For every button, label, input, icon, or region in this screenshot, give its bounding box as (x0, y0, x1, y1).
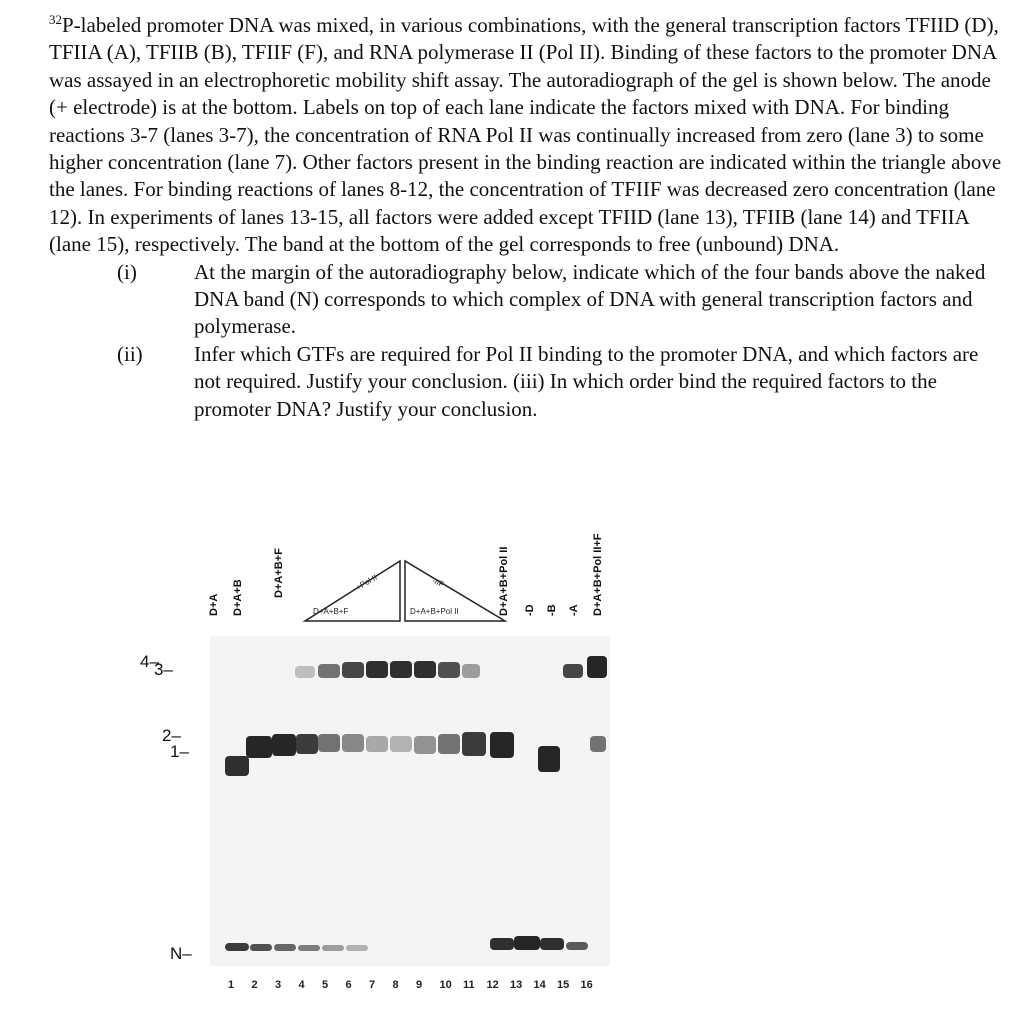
gel-band (366, 736, 388, 752)
lane-number: 16 (580, 979, 593, 991)
gel-band (438, 662, 460, 678)
gel-band (318, 664, 340, 678)
gel-band (390, 736, 412, 752)
gel-band (414, 661, 436, 678)
band-label-1: 1– (170, 742, 189, 761)
gel-band (342, 662, 364, 678)
lane-number: 2 (251, 979, 258, 991)
gel-band-free-dna (540, 938, 564, 950)
gel-band (272, 734, 296, 756)
gel-band-free-dna (274, 944, 296, 951)
gel-figure (140, 488, 620, 1008)
gel-band (587, 656, 607, 678)
question-i (49, 259, 1009, 341)
question-text: Infer which GTFs are required for Pol II binding to the promoter DNA, and which factors are not required. Justify your conclusion. (iii) In which order bind the required factors to the promoter DNA? Justify your conclusion. (194, 341, 979, 421)
superscript-32: 32 (49, 12, 62, 27)
lane-number: 4 (298, 979, 305, 991)
band-label-n: N– (170, 944, 192, 963)
gel-band (246, 736, 272, 758)
lane-number: 6 (345, 979, 352, 991)
gel-band (490, 732, 514, 758)
gel-band (462, 664, 480, 678)
lane-label-minus-d: -D (524, 604, 536, 616)
gel-band-free-dna (250, 944, 272, 951)
gel-band (342, 734, 364, 752)
gel-band (295, 666, 315, 678)
lane-number: 13 (510, 979, 523, 991)
gel-band-free-dna (298, 945, 320, 951)
lane-number: 15 (557, 979, 570, 991)
triangle-pol-ii-label: +Pol II (354, 572, 379, 593)
question-ii (49, 341, 1009, 423)
lane-number: 9 (416, 979, 423, 991)
lane-number: 10 (439, 979, 452, 991)
question-number: (i) (117, 259, 137, 284)
gel-band (366, 661, 388, 678)
lane-label-d-a-b: D+A+B (232, 579, 244, 616)
question-number: (ii) (117, 341, 143, 366)
gel-band (225, 756, 249, 776)
lane-number: 7 (369, 979, 376, 991)
gel-band (462, 732, 486, 756)
lane-label-all-factors: D+A+B+Pol II+F (592, 533, 604, 616)
triangle-iif-label: -IIF (430, 575, 446, 590)
gel-band (538, 746, 560, 772)
lane-number: 5 (322, 979, 329, 991)
gel-band-free-dna (490, 938, 514, 950)
document-body (49, 6, 1009, 423)
gel-band (563, 664, 583, 678)
intro-text: P-labeled promoter DNA was mixed, in various combinations, with the general transcription factors TFIID (D), TFIIA (A), TFIIB (B), TFIIF (F), and RNA polymerase II (Pol II). Binding of these factors to the promoter DNA was assayed in an electrophoretic mobility shift assay. The autoradiograph of the gel is shown below. The anode (+ electrode) is at the bottom. Labels on top of each lane indicate the factors mixed with DNA. For binding reactions 3-7 (lanes 3-7), the concentration of RNA Pol II was continually increased from zero (lane 3) to some higher concentration (lane 7). Other factors present in the binding reaction are indicated within the triangle above the lanes. For binding reactions of lanes 8-12, the concentration of TFIIF was decreased zero concentration (lane 12). In experiments of lanes 13-15, all factors were added except TFIID (lane 13), TFIIB (lane 14) and TFIIA (lane 15), respectively. The band at the bottom of the gel corresponds to free (unbound) DNA. (49, 13, 1002, 257)
lane-number: 11 (463, 979, 475, 991)
lane-number: 14 (533, 979, 546, 991)
gel-band (296, 734, 318, 754)
lane-number: 3 (275, 979, 282, 991)
band-label-4: 4– (140, 652, 159, 671)
lane-label-minus-b: -B (546, 604, 558, 616)
intro-paragraph (49, 6, 1009, 259)
lane-number: 8 (392, 979, 399, 991)
gel-band (390, 661, 412, 678)
gel-image (210, 636, 610, 966)
lane-label-d-a-b-pol: D+A+B+Pol II (498, 546, 510, 616)
lane-label-minus-a: -A (568, 604, 580, 616)
gel-band-free-dna (322, 945, 344, 951)
gel-band (414, 736, 436, 754)
lane-label-d-a: D+A (208, 593, 220, 616)
gel-band-free-dna (225, 943, 249, 951)
gel-band-free-dna (514, 936, 540, 950)
gel-band-free-dna (346, 945, 368, 951)
lane-number: 1 (228, 979, 235, 991)
gel-band (318, 734, 340, 752)
triangle-left-base-label: D+A+B+F (313, 607, 349, 616)
gel-band (590, 736, 606, 752)
question-text: At the margin of the autoradiography below, indicate which of the four bands above the naked DNA band (N) corresponds to which complex of DNA with general transcription factors and polymerase. (194, 259, 986, 339)
triangle-right-base-label: D+A+B+Pol II (410, 607, 459, 616)
gel-band (438, 734, 460, 754)
gel-band-free-dna (566, 942, 588, 950)
lane-number: 12 (486, 979, 499, 991)
band-label-2: 2– (162, 726, 181, 745)
lane-label-d-a-b-f: D+A+B+F (273, 548, 285, 598)
band-label-3: 3– (154, 660, 173, 679)
